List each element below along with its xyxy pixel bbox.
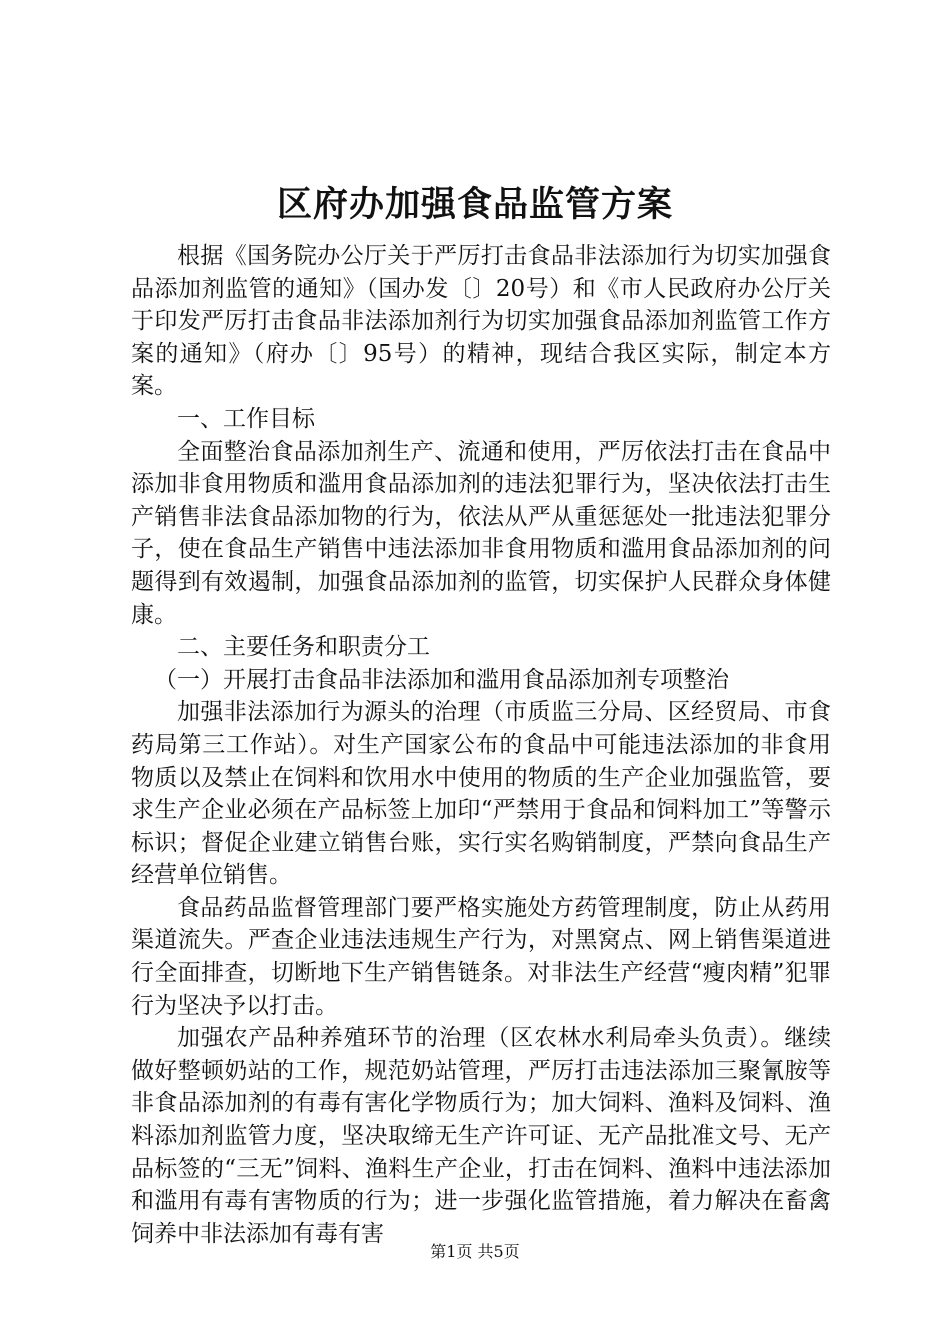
paragraph-drug-supervision: 食品药品监督管理部门要严格实施处方药管理制度，防止从药用渠道流失。严查企业违法违规生产行为，对黑窝点、网上销售渠道进行全面排查，切断地下生产销售链条。对非法生产经营“瘦肉精”犯罪行为坚决予以打击。: [131, 894, 831, 1019]
page-footer: 第1页 共5页: [430, 1242, 520, 1261]
paragraph-agriculture: 加强农产品种养殖环节的治理（区农林水利局牵头负责）。继续做好整顿奶站的工作，规范奶站管理，严厉打击违法添加三聚氰胺等非食品添加剂的有毒有害化学物质行为；加大饲料、渔料及饲料、渔料添加剂监管力度，坚决取缔无生产许可证、无产品批准文号、无产品标签的“三无”饲料、渔料生产企业，打击在饲料、渔料中违法添加和滥用有毒有害物质的行为；进一步强化监管措施，着力解决在畜禽饲养中非法添加有毒有害: [131, 1025, 831, 1247]
paragraph-intro: 根据《国务院办公厅关于严厉打击食品非法添加行为切实加强食品添加剂监管的通知》（国办发〔〕20号）和《市人民政府办公厅关于印发严厉打击食品非法添加剂行为切实加强食品添加剂监管工作方案的通知》（府办〔〕95号）的精神，现结合我区实际，制定本方案。: [131, 243, 831, 400]
document-body: [131, 240, 831, 1250]
section-heading-goals: 一、工作目标: [177, 405, 315, 432]
paragraph-goals: 全面整治食品添加剂生产、流通和使用，严厉依法打击在食品中添加非食用物质和滥用食品添加剂的违法犯罪行为，坚决依法打击生产销售非法食品添加物的行为，依法从严从重惩惩处一批违法犯罪分子，使在食品生产销售中违法添加非食用物质和滥用食品添加剂的问题得到有效遏制，加强食品添加剂的监管，切实保护人民群众身体健康。: [131, 438, 831, 628]
document-title: 区府办加强食品监管方案: [276, 184, 673, 225]
subsection-heading-1: （一）开展打击食品非法添加和滥用食品添加剂专项整治: [154, 666, 729, 693]
section-heading-tasks: 二、主要任务和职责分工: [177, 634, 430, 661]
paragraph-source-control: 加强非法添加行为源头的治理（市质监三分局、区经贸局、市食药局第三工作站）。对生产国家公布的食品中可能违法添加的非食用物质以及禁止在饲料和饮用水中使用的物质的生产企业加强监管，要求生产企业必须在产品标签上加印“严禁用于食品和饲料加工”等警示标识；督促企业建立销售台账，实行实名购销制度，严禁向食品生产经营单位销售。: [131, 699, 831, 889]
